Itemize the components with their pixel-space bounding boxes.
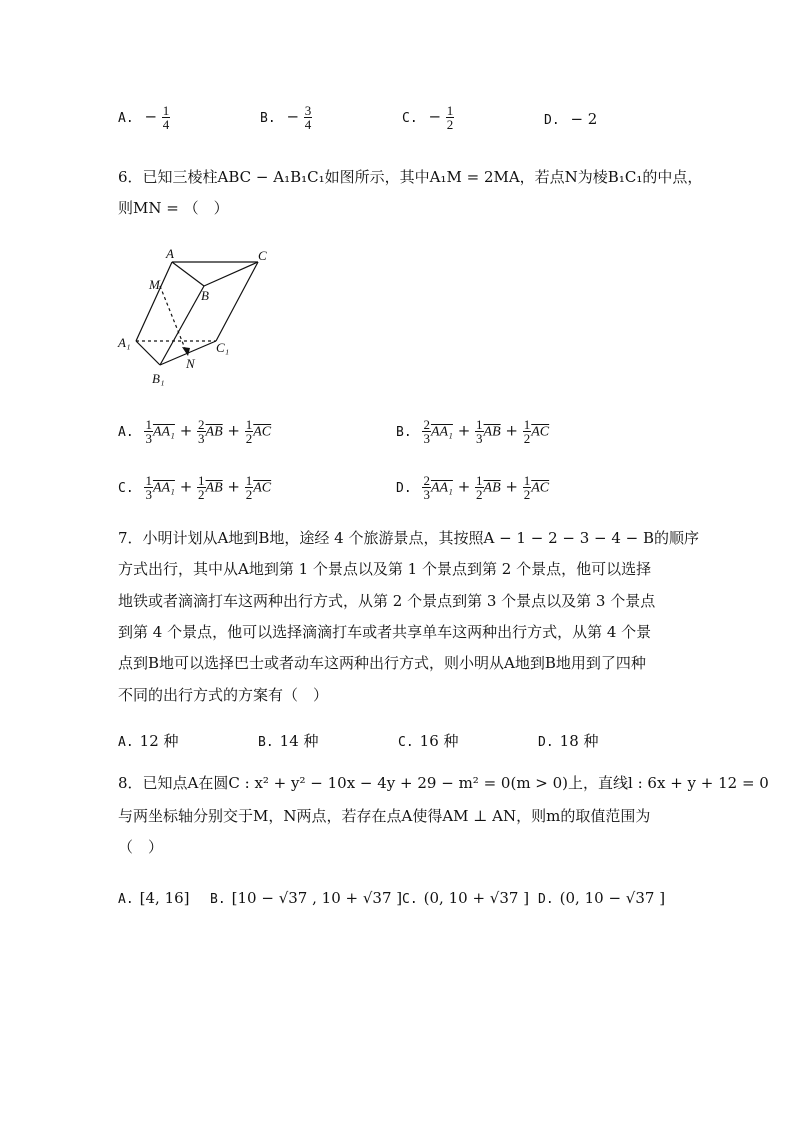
label-a1: A₁: [118, 335, 131, 350]
label-c1: C₁: [216, 340, 230, 355]
label-n: N: [186, 356, 195, 371]
q7-stem-line-6: 不同的出行方式的方案有（ ）: [118, 686, 329, 704]
label-m: M: [149, 277, 160, 292]
label-b1: B₁: [152, 371, 165, 386]
edge-a1b1: [136, 341, 160, 365]
q6-option-d: D. $\frac{2}{3}$ AA₁ + $\frac{1}{2}$ $\overline{AB}$ + $\frac{1}{2}$ $\overline{AC}$: [396, 473, 550, 502]
q5-option-c: C. − $\frac{1}{2}$: [402, 103, 454, 132]
edge-ab: [172, 262, 204, 286]
q7-option-a: A. 12 种: [118, 732, 179, 750]
q5-option-b: B. − $\frac{3}{4}$: [260, 103, 312, 132]
q8-stem-line-1: 8．已知点A在圆C : x² + y² − 10x − 4y + 29 − m² = 0(m > 0)上，直线l : 6x + y + 12 = 0: [118, 774, 769, 792]
q7-stem-line-4: 到第 4 个景点，他可以选择滴滴打车或者共享单车这两种出行方式，从第 4 个景: [118, 623, 652, 641]
q5-c-fraction: $\frac{1}{2}$: [446, 103, 454, 132]
q5-b-fraction: $\frac{3}{4}$: [304, 103, 312, 132]
edge-bb1: [160, 286, 204, 365]
q7-option-d: D. 18 种: [538, 732, 599, 750]
q5-option-d: D. − 2: [544, 110, 598, 128]
q7-stem-line-1: 7．小明计划从A地到B地，途经 4 个旅游景点，其按照A − 1 − 2 − 3 − 4 − B的顺序: [118, 529, 700, 547]
q8-option-b: B. [10 − √37 , 10 + √37 ]: [210, 889, 403, 907]
prism-figure: [112, 244, 282, 394]
q5-option-a: A. − $\frac{1}{4}$: [118, 103, 170, 132]
q7-stem-line-5: 点到B地可以选择巴士或者动车这两种出行方式，则小明从A地到B地用到了四种: [118, 654, 646, 672]
label-b: B: [201, 288, 209, 303]
label-c: C: [258, 248, 267, 263]
q5-a-fraction: $\frac{1}{4}$: [162, 103, 170, 132]
edge-cc1: [216, 262, 258, 341]
edge-bc: [204, 262, 258, 286]
q6-option-a: A. $\frac{1}{3}$ AA₁ + $\frac{2}{3}$ $\overline{AB}$ + $\frac{1}{2}$ $\overline{AC}$: [118, 417, 272, 446]
q6-stem-line-2: 则MN = （ ）: [118, 199, 229, 217]
q6-stem-line-1: 6．已知三棱柱ABC − A₁B₁C₁如图所示，其中A₁M = 2MA，若点N为棱B₁C₁的中点，: [118, 168, 703, 186]
q8-option-c: C. (0, 10 + √37 ]: [402, 889, 530, 907]
q8-option-a: A. [4, 16]: [118, 889, 190, 907]
q7-option-c: C. 16 种: [398, 732, 459, 750]
q8-option-d: D. (0, 10 − √37 ]: [538, 889, 666, 907]
q8-stem-line-2: 与两坐标轴分别交于M，N两点，若存在点A使得AM ⊥ AN，则m的取值范围为: [118, 807, 651, 825]
q6-option-b: B. $\frac{2}{3}$ AA₁ + $\frac{1}{3}$ $\overline{AB}$ + $\frac{1}{2}$ $\overline{AC}$: [396, 417, 550, 446]
edge-aa1: [136, 262, 172, 341]
q8-stem-line-3: （ ）: [118, 838, 164, 856]
q7-option-b: B. 14 种: [258, 732, 319, 750]
q6-option-c: C. $\frac{1}{3}$ AA₁ + $\frac{1}{2}$ $\overline{AB}$ + $\frac{1}{2}$ $\overline{AC}$: [118, 473, 272, 502]
q7-stem-line-2: 方式出行，其中从A地到第 1 个景点以及第 1 个景点到第 2 个景点，他可以选择: [118, 560, 652, 578]
label-a: A: [166, 246, 174, 261]
q7-stem-line-3: 地铁或者滴滴打车这两种出行方式，从第 2 个景点到第 3 个景点以及第 3 个景点: [118, 592, 656, 610]
